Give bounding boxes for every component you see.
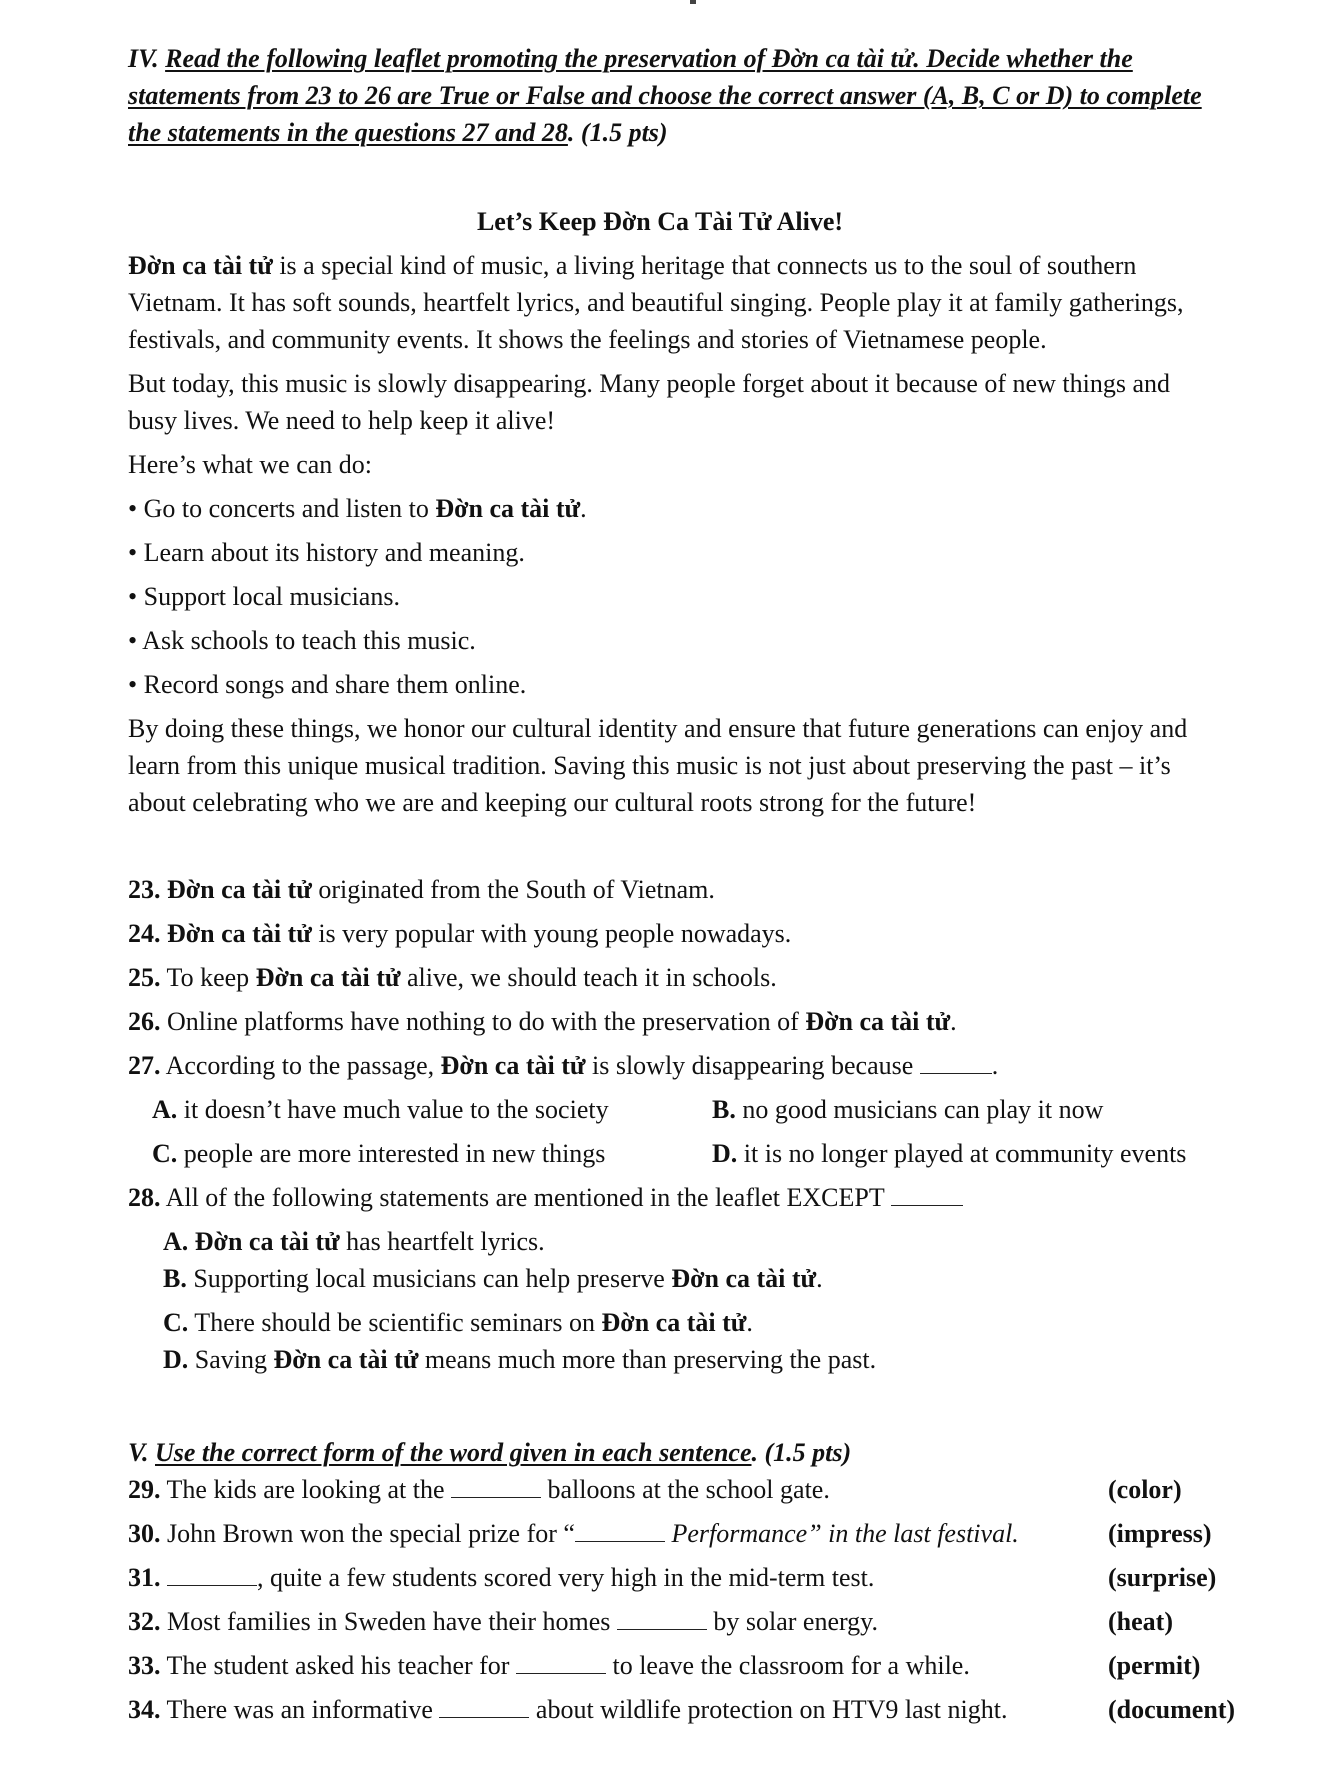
q23-text: originated from the South of Vietnam. bbox=[311, 875, 715, 904]
section-iv-heading-line1 bbox=[128, 40, 1133, 77]
question-24 bbox=[128, 915, 791, 952]
q29-number: 29. bbox=[128, 1475, 161, 1504]
leaflet-term: Đờn ca tài tử bbox=[128, 251, 273, 280]
option-text: Supporting local musicians can help preserve bbox=[186, 1264, 672, 1293]
q31-keyword: (surprise) bbox=[1108, 1563, 1217, 1592]
section-iv-instructions-1: Read the following leaflet promoting the preservation of Đờn ca tài tử. Decide whether the bbox=[165, 44, 1133, 73]
q27-option-d[interactable] bbox=[712, 1135, 1186, 1172]
section-iv-instructions-3: the statements in the questions 27 and 28 bbox=[128, 118, 568, 147]
option-letter: D. bbox=[163, 1345, 189, 1374]
option-letter: D. bbox=[712, 1139, 738, 1168]
q31-number: 31. bbox=[128, 1563, 161, 1592]
q29-post: balloons at the school gate. bbox=[541, 1475, 830, 1504]
q32-number: 32. bbox=[128, 1607, 161, 1636]
leaflet-p1-line1 bbox=[128, 247, 1136, 284]
leaflet-p1-line2: Vietnam. It has soft sounds, heartfelt lyrics, and beautiful singing. People play it at family gatherings, bbox=[128, 288, 1184, 317]
option-text: it doesn’t have much value to the society bbox=[177, 1095, 609, 1124]
section-v-heading bbox=[128, 1434, 851, 1471]
question-34 bbox=[128, 1691, 1007, 1728]
q27-option-a[interactable] bbox=[152, 1091, 609, 1128]
q28-option-c[interactable] bbox=[163, 1304, 753, 1341]
section-iv-heading-line3 bbox=[128, 114, 668, 151]
q24-number: 24. bbox=[128, 919, 161, 948]
q26-text: Online platforms have nothing to do with the preservation of bbox=[160, 1007, 806, 1036]
q27-end: . bbox=[991, 1051, 999, 1080]
q32-post: by solar energy. bbox=[706, 1607, 878, 1636]
option-end: . bbox=[816, 1264, 823, 1293]
q27-option-b[interactable] bbox=[712, 1091, 1103, 1128]
q28-option-b[interactable] bbox=[163, 1260, 823, 1297]
q25-number: 25. bbox=[128, 963, 161, 992]
q23-term: Đờn ca tài tử bbox=[167, 875, 312, 904]
q30-post: Performance” in the last festival. bbox=[664, 1519, 1019, 1548]
q27-option-c[interactable] bbox=[152, 1135, 605, 1172]
option-pre: Saving bbox=[188, 1345, 274, 1374]
q34-keyword: (document) bbox=[1108, 1695, 1236, 1724]
q30-answer-blank[interactable] bbox=[575, 1521, 665, 1542]
leaflet-bullet-1 bbox=[128, 490, 587, 527]
q29-answer-blank[interactable] bbox=[451, 1477, 541, 1498]
option-text: means much more than preserving the past. bbox=[418, 1345, 877, 1374]
q28-answer-blank[interactable] bbox=[891, 1185, 963, 1206]
q31-post: , quite a few students scored very high in the mid-term test. bbox=[257, 1563, 875, 1592]
q34-answer-blank[interactable] bbox=[439, 1697, 529, 1718]
question-29 bbox=[128, 1471, 830, 1508]
q27-text: is slowly disappearing because bbox=[585, 1051, 920, 1080]
question-30 bbox=[128, 1515, 1019, 1552]
q30-keyword: (impress) bbox=[1108, 1519, 1212, 1548]
q33-number: 33. bbox=[128, 1651, 161, 1680]
option-text: no good musicians can play it now bbox=[735, 1095, 1104, 1124]
section-iv-heading-line2: statements from 23 to 26 are True or False and choose the correct answer (A, B, C or D) to complete bbox=[128, 81, 1202, 110]
q23-number: 23. bbox=[128, 875, 161, 904]
q27-answer-blank[interactable] bbox=[920, 1053, 992, 1074]
option-letter: C. bbox=[152, 1139, 178, 1168]
q26-end: . bbox=[950, 1007, 957, 1036]
leaflet-bullet-5: • Record songs and share them online. bbox=[128, 670, 527, 699]
option-letter: B. bbox=[163, 1264, 187, 1293]
q30-number: 30. bbox=[128, 1519, 161, 1548]
q34-post: about wildlife protection on HTV9 last night. bbox=[529, 1695, 1008, 1724]
leaflet-p1-text: is a special kind of music, a living heritage that connects us to the soul of southern bbox=[272, 251, 1137, 280]
section-iv-points: . (1.5 pts) bbox=[567, 118, 668, 147]
q33-answer-blank[interactable] bbox=[516, 1653, 606, 1674]
q32-keyword: (heat) bbox=[1108, 1607, 1173, 1636]
question-25 bbox=[128, 959, 777, 996]
question-31 bbox=[128, 1559, 874, 1596]
option-letter: A. bbox=[163, 1227, 189, 1256]
q33-pre: The student asked his teacher for bbox=[160, 1651, 516, 1680]
q27-term: Đờn ca tài tử bbox=[440, 1051, 586, 1080]
option-letter: A. bbox=[152, 1095, 178, 1124]
leaflet-bullet-4: • Ask schools to teach this music. bbox=[128, 626, 476, 655]
q24-term: Đờn ca tài tử bbox=[167, 919, 312, 948]
option-text: it is no longer played at community events bbox=[737, 1139, 1187, 1168]
option-end: . bbox=[746, 1308, 753, 1337]
leaflet-title: Let’s Keep Đờn Ca Tài Tử Alive! bbox=[476, 207, 844, 236]
q29-pre: The kids are looking at the bbox=[160, 1475, 452, 1504]
q27-number: 27. bbox=[128, 1051, 161, 1080]
q26-number: 26. bbox=[128, 1007, 161, 1036]
q26-term: Đờn ca tài tử bbox=[805, 1007, 951, 1036]
q29-keyword: (color) bbox=[1108, 1475, 1182, 1504]
question-26 bbox=[128, 1003, 957, 1040]
option-term: Đờn ca tài tử bbox=[188, 1227, 340, 1256]
q28-number: 28. bbox=[128, 1183, 161, 1212]
leaflet-p4-line3: about celebrating who we are and keeping our cultural roots strong for the future! bbox=[128, 788, 977, 817]
q28-option-d[interactable] bbox=[163, 1341, 876, 1378]
section-v-points: . (1.5 pts) bbox=[751, 1438, 852, 1467]
section-iv-number: IV. bbox=[128, 44, 159, 73]
q28-option-a[interactable] bbox=[163, 1223, 545, 1260]
option-term: Đờn ca tài tử bbox=[601, 1308, 747, 1337]
q25-pre: To keep bbox=[160, 963, 256, 992]
leaflet-bullet-3: • Support local musicians. bbox=[128, 582, 400, 611]
leaflet-p2-line1: But today, this music is slowly disappearing. Many people forget about it because of new things and bbox=[128, 369, 1170, 398]
option-term: Đờn ca tài tử bbox=[671, 1264, 817, 1293]
q32-answer-blank[interactable] bbox=[617, 1609, 707, 1630]
q25-text: alive, we should teach it in schools. bbox=[400, 963, 777, 992]
leaflet-p4-line2: learn from this unique musical tradition. Saving this music is not just about preserving the past – it’s bbox=[128, 751, 1171, 780]
q24-text: is very popular with young people nowadays. bbox=[311, 919, 792, 948]
question-32 bbox=[128, 1603, 878, 1640]
q33-post: to leave the classroom for a while. bbox=[605, 1651, 970, 1680]
q27-pre: According to the passage, bbox=[160, 1051, 441, 1080]
page-top-mark bbox=[690, 0, 696, 4]
option-text: has heartfelt lyrics. bbox=[339, 1227, 545, 1256]
option-text: There should be scientific seminars on bbox=[188, 1308, 602, 1337]
q32-pre: Most families in Sweden have their homes bbox=[160, 1607, 617, 1636]
leaflet-p1-line3: festivals, and community events. It shows the feelings and stories of Vietnamese people. bbox=[128, 325, 1047, 354]
bullet-1-text: • Go to concerts and listen to bbox=[128, 494, 436, 523]
bullet-1-end: . bbox=[580, 494, 587, 523]
question-23 bbox=[128, 871, 715, 908]
option-text: people are more interested in new things bbox=[177, 1139, 606, 1168]
q34-number: 34. bbox=[128, 1695, 161, 1724]
option-term: Đờn ca tài tử bbox=[273, 1345, 419, 1374]
q30-pre: John Brown won the special prize for “ bbox=[160, 1519, 575, 1548]
section-v-number: V. bbox=[128, 1438, 149, 1467]
q33-keyword: (permit) bbox=[1108, 1651, 1201, 1680]
option-letter: C. bbox=[163, 1308, 189, 1337]
option-letter: B. bbox=[712, 1095, 736, 1124]
bullet-1-term: Đờn ca tài tử bbox=[435, 494, 581, 523]
q28-text: All of the following statements are mentioned in the leaflet EXCEPT bbox=[160, 1183, 891, 1212]
leaflet-bullet-2: • Learn about its history and meaning. bbox=[128, 538, 525, 567]
leaflet-p4-line1: By doing these things, we honor our cultural identity and ensure that future generations can enjoy and bbox=[128, 714, 1188, 743]
question-28 bbox=[128, 1179, 963, 1216]
question-27 bbox=[128, 1047, 998, 1084]
leaflet-p2-line2: busy lives. We need to help keep it alive! bbox=[128, 406, 556, 435]
q25-term: Đờn ca tài tử bbox=[255, 963, 401, 992]
question-33 bbox=[128, 1647, 970, 1684]
q34-pre: There was an informative bbox=[160, 1695, 440, 1724]
section-v-instructions: Use the correct form of the word given in each sentence bbox=[155, 1438, 752, 1467]
q31-answer-blank[interactable] bbox=[167, 1565, 257, 1586]
leaflet-p3: Here’s what we can do: bbox=[128, 450, 373, 479]
